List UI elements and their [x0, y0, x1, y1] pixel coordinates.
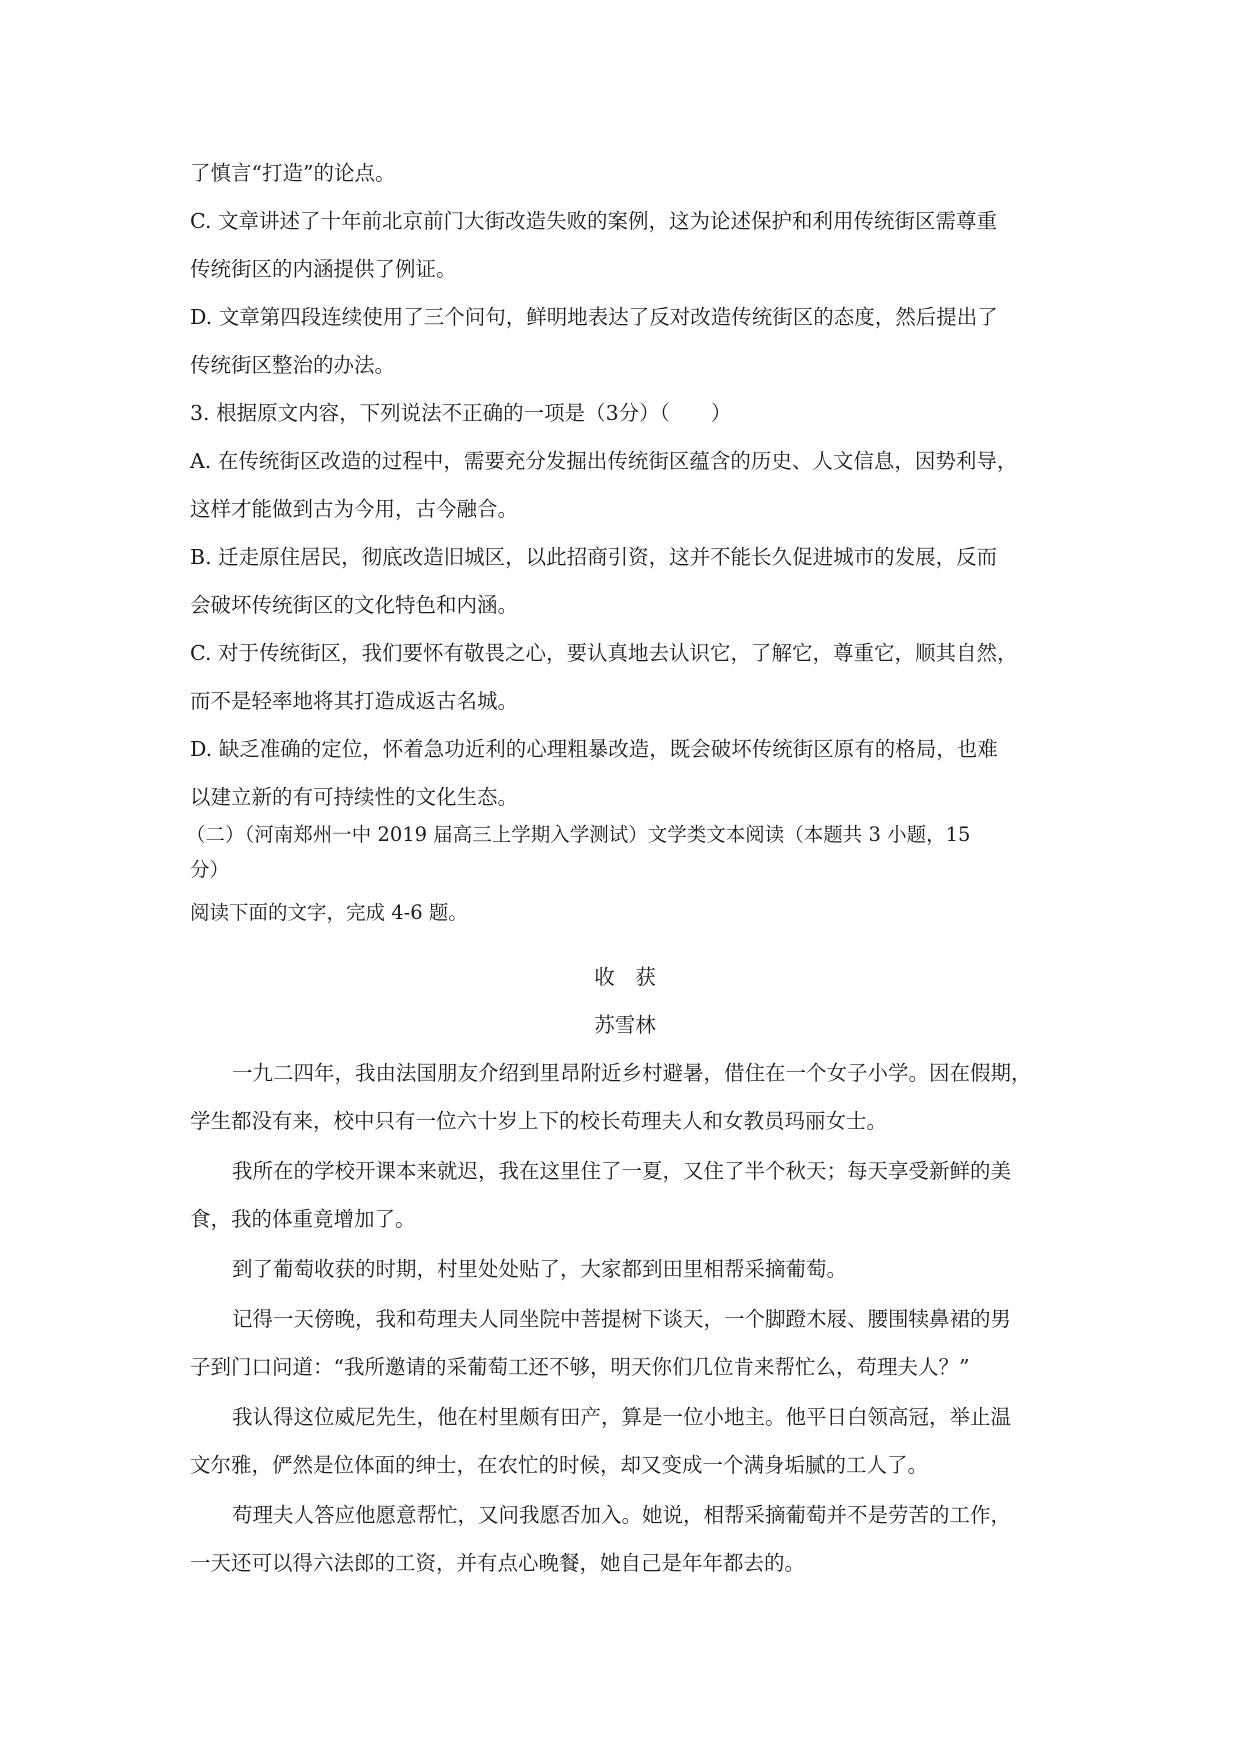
paragraph-3-line-1: 到了葡萄收获的时期，村里处处贴了，大家都到田里相帮采摘葡萄。 — [232, 1257, 847, 1281]
paragraph-1-line-2: 学生都没有来，校中只有一位六十岁上下的校长苟理夫人和女教员玛丽女士。 — [190, 1109, 887, 1133]
text-line: 了慎言“打造”的论点。 — [190, 161, 396, 185]
option-c-q3-line-2: 而不是轻率地将其打造成返古名城。 — [190, 689, 518, 713]
question-3: 3. 根据原文内容，下列说法不正确的一项是（3分）（ ） — [190, 401, 732, 425]
passage-title: 收 获 — [594, 965, 656, 989]
option-d-q3-line-2: 以建立新的有可持续性的文化生态。 — [190, 785, 518, 809]
paragraph-2-line-2: 食，我的体重竟增加了。 — [190, 1207, 416, 1231]
paragraph-1-line-1: 一九二四年，我由法国朋友介绍到里昂附近乡村避暑，借住在一个女子小学。因在假期， — [232, 1061, 1032, 1085]
paragraph-6-line-2: 一天还可以得六法郎的工资，并有点心晚餐，她自己是年年都去的。 — [190, 1551, 805, 1575]
option-a-q3-line-2: 这样才能做到古为今用，古今融合。 — [190, 497, 518, 521]
section-header-line-2: 分） — [190, 858, 230, 881]
paragraph-5-line-2: 文尔雅，俨然是位体面的绅士，在农忙的时候，却又变成一个满身垢腻的工人了。 — [190, 1453, 928, 1477]
option-a-q3-line-1: A. 在传统街区改造的过程中，需要充分发掘出传统街区蕴含的历史、人文信息，因势利导， — [190, 449, 1018, 473]
section-header-line-1: （二）（河南郑州一中 2019 届高三上学期入学测试）文学类文本阅读（本题共 3 小题，15 — [186, 823, 971, 846]
option-b-q3-line-2: 会破坏传统街区的文化特色和内涵。 — [190, 593, 518, 617]
section-instruction: 阅读下面的文字，完成 4-6 题。 — [190, 901, 468, 924]
option-d-q2-line-1: D. 文章第四段连续使用了三个问句，鲜明地表达了反对改造传统街区的态度，然后提出了 — [190, 305, 998, 329]
passage-author: 苏雪林 — [594, 1013, 656, 1037]
paragraph-4-line-2: 子到门口问道：“我所邀请的采葡萄工还不够，明天你们几位肯来帮忙么，苟理夫人？” — [190, 1355, 970, 1379]
option-c-q2-line-1: C. 文章讲述了十年前北京前门大街改造失败的案例，这为论述保护和利用传统街区需尊重 — [190, 209, 997, 233]
paragraph-2-line-1: 我所在的学校开课本来就迟，我在这里住了一夏，又住了半个秋天；每天享受新鲜的美 — [232, 1159, 1011, 1183]
paragraph-4-line-1: 记得一天傍晚，我和苟理夫人同坐院中菩提树下谈天，一个脚蹬木屐、腰围犊鼻裙的男 — [232, 1307, 1011, 1331]
option-d-q2-line-2: 传统街区整治的办法。 — [190, 353, 395, 377]
paragraph-6-line-1: 苟理夫人答应他愿意帮忙，又问我愿否加入。她说，相帮采摘葡萄并不是劳苦的工作， — [232, 1503, 1011, 1527]
option-d-q3-line-1: D. 缺乏准确的定位，怀着急功近利的心理粗暴改造，既会破坏传统街区原有的格局，也难 — [190, 737, 998, 761]
paragraph-5-line-1: 我认得这位威尼先生，他在村里颇有田产，算是一位小地主。他平日白领高冠，举止温 — [232, 1405, 1011, 1429]
option-b-q3-line-1: B. 迁走原住居民，彻底改造旧城区，以此招商引资，这并不能长久促进城市的发展，反而 — [190, 545, 998, 569]
option-c-q2-line-2: 传统街区的内涵提供了例证。 — [190, 257, 457, 281]
option-c-q3-line-1: C. 对于传统街区，我们要怀有敬畏之心，要认真地去认识它，了解它，尊重它，顺其自然， — [190, 641, 1018, 665]
